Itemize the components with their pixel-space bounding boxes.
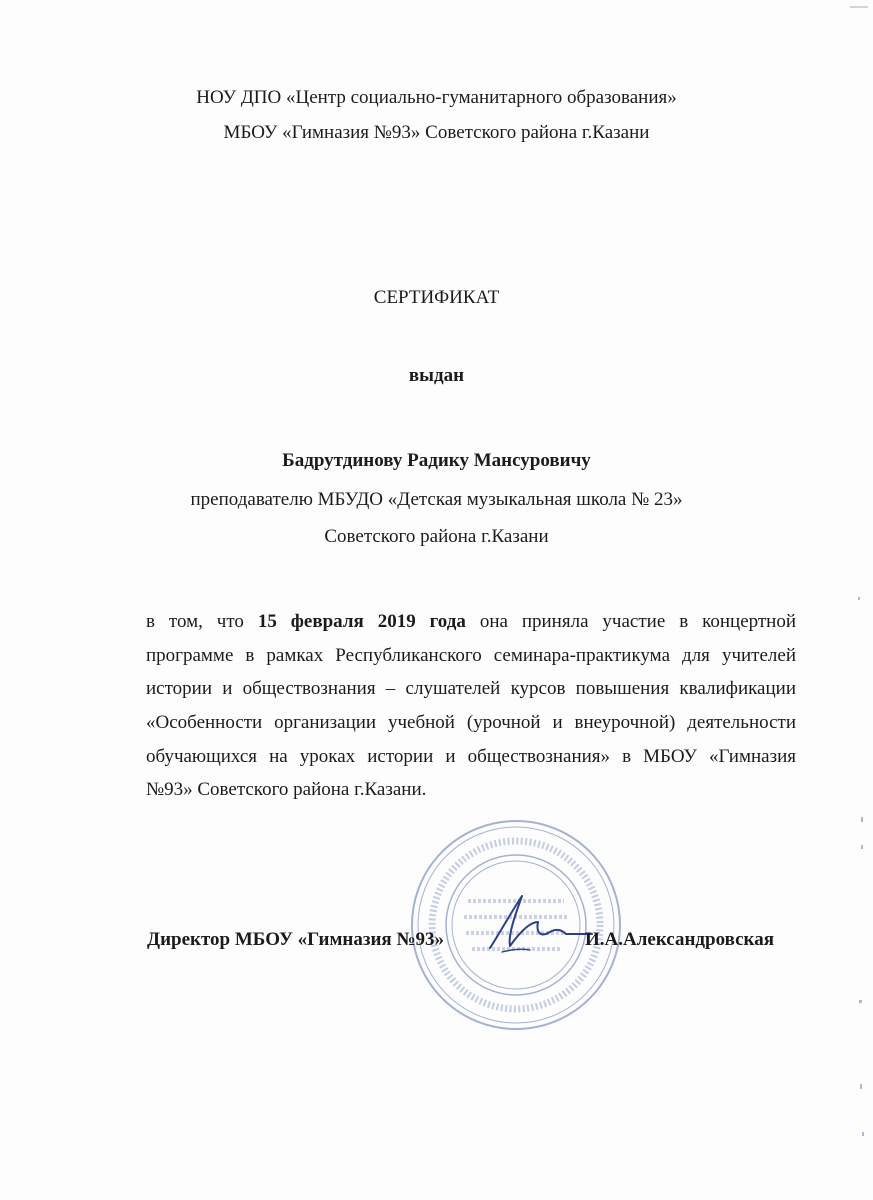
body-row-6: №93» Советского района г.Казани.	[146, 779, 427, 801]
director-name: И.А.Александровская	[585, 929, 774, 950]
body-prefix: в том, что	[146, 611, 244, 632]
recipient-position-line2: Советского района г.Казани	[324, 526, 549, 547]
scan-speck	[861, 817, 863, 822]
scan-speck	[861, 845, 863, 849]
body-row-4: «Особенности организации учебной (урочной и внеурочной) деятельности	[146, 712, 796, 734]
certificate-title: СЕРТИФИКАТ	[373, 287, 500, 308]
body-row-3: истории и обществознания – слушателей курсов повышения квалификации	[146, 678, 796, 700]
body-row-1	[146, 605, 796, 639]
scan-edge	[850, 6, 868, 8]
scan-speck	[858, 597, 860, 600]
issued-label: выдан	[408, 365, 465, 386]
body-row-2: программе в рамках Республиканского семинара-практикума для учителей	[146, 644, 796, 666]
scan-speck	[862, 1132, 864, 1136]
recipient-name: Бадрутдинову Радику Мансуровичу	[282, 450, 591, 471]
scan-speck	[860, 1084, 862, 1089]
body-suffix: она приняла участие в концертной	[479, 611, 797, 632]
school-line: МБОУ «Гимназия №93» Советского района г.Казани	[223, 122, 650, 143]
director-title: Директор МБОУ «Гимназия №93»	[147, 929, 445, 950]
director-signature-icon	[480, 888, 595, 958]
scan-speck	[859, 1000, 862, 1003]
recipient-position-line1: преподавателю МБУДО «Детская музыкальная школа № 23»	[190, 489, 683, 510]
organizer-line: НОУ ДПО «Центр социально-гуманитарного образования»	[196, 87, 677, 108]
certificate-body	[146, 605, 796, 807]
body-row-5: обучающихся на уроках истории и обществознания» в МБОУ «Гимназия	[146, 745, 796, 767]
event-date: 15 февраля 2019 года	[257, 611, 466, 632]
